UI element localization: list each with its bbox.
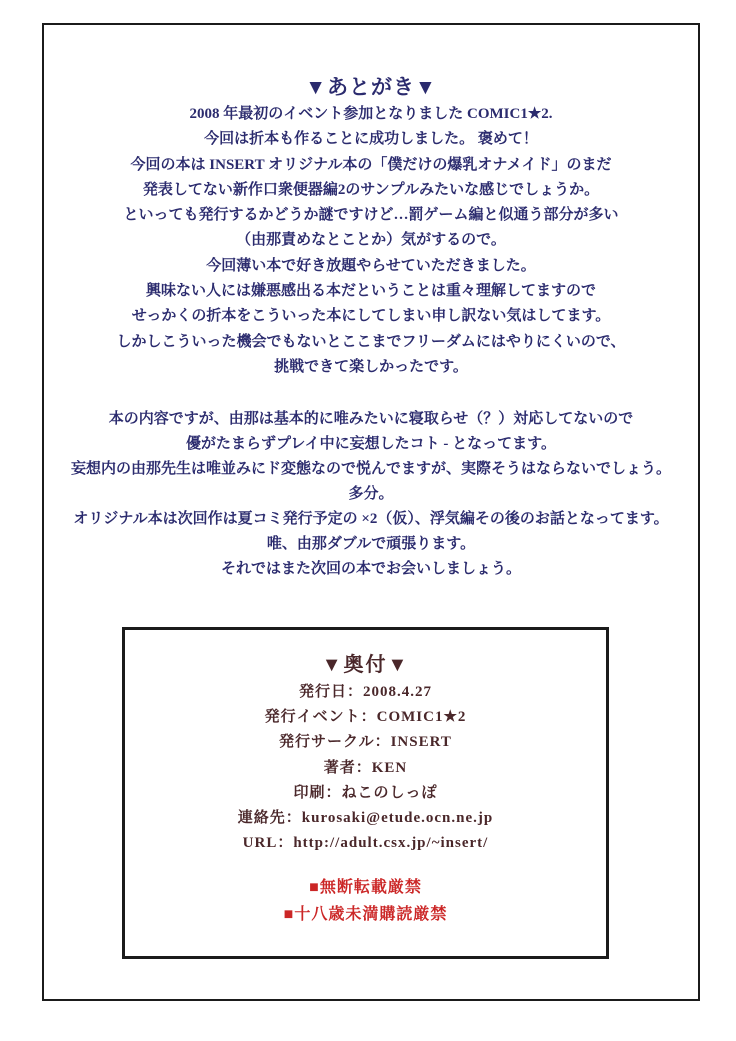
colophon-title: ▼奥付▼ [321, 654, 410, 676]
afterword-paragraph-2 [54, 407, 688, 582]
afterword-line: 多分。 [348, 486, 394, 502]
afterword-line: 今回は折本も作ることに成功しました。 褒めて！ [204, 131, 538, 148]
afterword-line: それではまた次回の本でお会いしましょう。 [220, 561, 521, 577]
afterword-line: 今回の本は INSERT オリジナル本の「僕だけの爆乳オナメイド」のまだ [130, 156, 612, 173]
afterword-line: オリジナル本は次回作は夏コミ発行予定の ×2（仮）、浮気編その後のお話となってます。 [73, 511, 669, 527]
colophon-line-circle: 発行サークル：INSERT [279, 734, 452, 751]
afterword-paragraph-1 [54, 102, 688, 380]
colophon-warnings [125, 874, 606, 928]
afterword-line: 本の内容ですが、由那は基本的に唯みたいに寝取らせ（？）対応してないので [108, 411, 634, 427]
colophon-box [122, 627, 609, 959]
warning-no-reproduction: ■無断転載厳禁 [309, 879, 422, 896]
warning-adults-only: ■十八歳未満購読厳禁 [283, 906, 448, 923]
afterword-line: （由那責めなとことか）気がするので。 [236, 232, 506, 249]
afterword-line: しかしこういった機会でもないとここまでフリーダムにはやりにくいので、 [116, 333, 626, 350]
colophon-line-author: 著者：KEN [323, 759, 408, 776]
afterword-line: 発表してない新作口衆便器編2のサンプルみたいな感じでしょうか。 [142, 181, 600, 198]
afterword-line: といっても発行するかどうか謎ですけど…罰ゲーム編と似通う部分が多い [123, 207, 619, 224]
afterword-title: ▼あとがき▼ [305, 75, 437, 99]
afterword-line: 唯、由那ダブルで頑張ります。 [266, 536, 476, 552]
colophon-line-url: URL：http://adult.csx.jp/~insert/ [242, 835, 489, 852]
afterword-line: 興味ない人には嫌悪感出る本だということは重々理解してますので [145, 283, 596, 300]
colophon-line-event: 発行イベント：COMIC1★2 [264, 709, 467, 726]
page-border-frame [42, 23, 700, 1001]
colophon-line-printer: 印刷：ねこのしっぽ [293, 784, 438, 801]
colophon-details [125, 680, 606, 856]
afterword-line: 妄想内の由那先生は唯並みにド変態なので悦んでますが、実際そうはならないでしょう。 [70, 461, 671, 477]
afterword-line: 挑戦できて楽しかったです。 [274, 358, 468, 375]
colophon-line-publish-date: 発行日：2008.4.27 [298, 684, 432, 700]
afterword-line: 2008 年最初のイベント参加となりました COMIC1★2. [189, 106, 553, 122]
afterword-line: 今回薄い本で好き放題やらせていただきました。 [206, 257, 536, 274]
afterword-line: せっかくの折本をこういった本にしてしまい申し訳ない気はしてます。 [131, 308, 611, 325]
colophon-line-contact-email: 連絡先：kurosaki@etude.ocn.ne.jp [237, 809, 494, 826]
afterword-line: 優がたまらずプレイ中に妄想したコト - となってます。 [186, 436, 556, 452]
